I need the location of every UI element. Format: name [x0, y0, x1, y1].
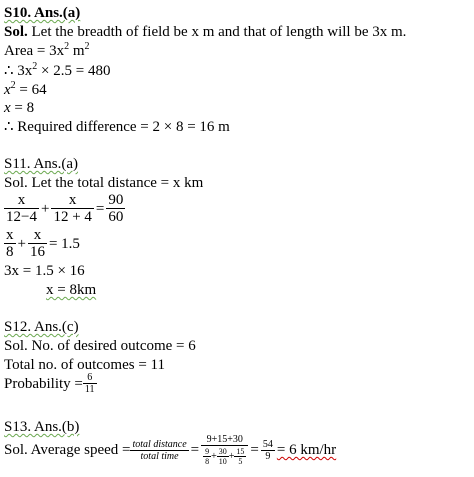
s10-eq3-suffix: = 8 — [10, 100, 35, 116]
s11-second-equation — [4, 226, 82, 260]
s11-frac-4: $\frac{x}{8}$ — [6, 227, 14, 260]
s12-prob-label: Probability = — [4, 375, 83, 392]
s11-frac-1: $\frac{x}{12-4}$ — [6, 192, 37, 225]
s11-frac-3: $\frac{90}{60}$ — [108, 192, 124, 225]
s11-plus-2: + — [17, 235, 26, 252]
s12-line1: Sol. No. of desired outcome = 6 — [4, 338, 196, 354]
s11-line3: 3x = 1.5 × 16 — [4, 263, 85, 279]
s10-result: ∴ Required difference = 2 × 8 = 16 m — [4, 119, 230, 135]
s13-den-plus-2: + — [228, 451, 235, 462]
s10-eq1-suffix: × 2.5 = 480 — [37, 63, 111, 79]
s10-eq2-var: x — [4, 82, 11, 98]
s13-den-plus-1: + — [211, 451, 217, 462]
s10-sol-text: Let the breadth of field be x m and that of length will be 3x m. — [27, 24, 407, 40]
s10-sol-label: Sol. — [4, 24, 28, 40]
s10-eq2 — [4, 81, 47, 99]
s13-equation — [4, 434, 338, 466]
s10-eq1-exp: 2 — [32, 61, 38, 72]
s11-plus: + — [40, 200, 50, 217]
s12-prob-fraction: $\frac{6}{11}$ — [84, 372, 95, 395]
s13-eq-2: = — [250, 442, 259, 458]
s11-frac-2: $\frac{x}{12 + 4}$ — [53, 192, 92, 225]
s13-den-frac-2: $\frac{30}{10}$ — [218, 447, 227, 466]
s10-eq1-prefix: ∴ 3x — [4, 63, 33, 79]
s13-den-frac-3: $\frac{15}{5}$ — [236, 447, 245, 466]
s11-g-result: = 1.5 — [48, 235, 80, 252]
s12-probability — [4, 372, 97, 395]
s11-line4: x = 8km — [46, 282, 97, 298]
s11-sol: Sol. Let the total distance = x km — [4, 175, 204, 191]
s10-area-exp: 2 — [64, 41, 70, 52]
s10-area-unit-exp: 2 — [84, 41, 90, 52]
s10-eq3 — [4, 99, 34, 117]
s10-area-prefix: Area = 3x — [4, 43, 65, 59]
s13-eq-1: = — [190, 442, 200, 458]
s10-eq2-suffix: = 64 — [15, 82, 47, 98]
s11-fraction-equation — [4, 191, 125, 225]
s10-title: S10. Ans.(a) — [4, 5, 81, 21]
s10-eq3-var: x — [4, 100, 11, 116]
s11-frac-5: $\frac{x}{16}$ — [29, 227, 45, 260]
s13-label: Sol. Average speed = — [4, 442, 131, 458]
s11-equals: = — [95, 200, 105, 217]
s10-area-suffix: m — [69, 43, 85, 59]
s12-line2: Total no. of outcomes = 11 — [4, 357, 165, 373]
s10-area-line — [4, 42, 90, 60]
s13-frac-compound: 9+15+30 $\frac{9}{8}$ + $\frac{30}{10}$ + $\frac{15}{5}$ — [201, 434, 248, 466]
s12-title: S12. Ans.(c) — [4, 319, 79, 335]
s10-eq1 — [4, 62, 110, 80]
s11-title: S11. Ans.(a) — [4, 156, 79, 172]
s13-frac-formula: $\frac{\text{total distance}}{\text{total time}}$ — [132, 438, 187, 462]
s13-frac-result: $\frac{54}{9}$ — [262, 438, 273, 462]
s13-result: = 6 km/hr — [276, 442, 337, 458]
s10-eq2-exp: 2 — [10, 80, 16, 91]
s10-sol-line — [4, 23, 406, 41]
s13-title: S13. Ans.(b) — [4, 419, 80, 435]
s13-den-frac-1: $\frac{9}{8}$ — [205, 447, 210, 466]
